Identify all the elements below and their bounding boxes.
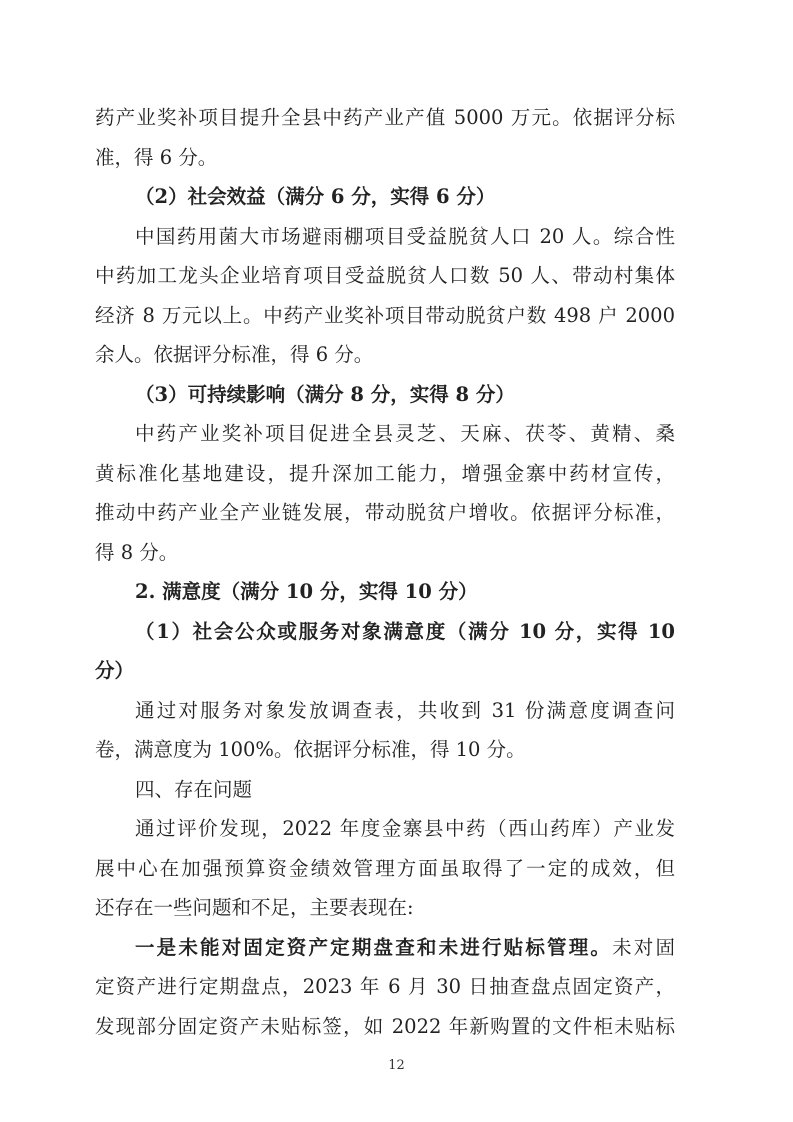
paragraph-line: 定资产进行定期盘点，2023 年 6 月 30 日抽查盘点固定资产，: [95, 975, 675, 998]
paragraph-line: 通过对服务对象发放调查表，共收到 31 份满意度调查问: [135, 698, 675, 722]
paragraph-line: 余人。依据评分标准，得 6 分。: [95, 343, 374, 366]
paragraph-line: 药产业奖补项目提升全县中药产业产值 5000 万元。依据评分标: [95, 106, 675, 129]
paragraph-line: 经济 8 万元以上。中药产业奖补项目带动脱贫户数 498 户 2000: [95, 303, 675, 327]
paragraph-line: [95, 928, 675, 968]
section-heading: （3）可持续影响（满分 8 分，实得 8 分）: [135, 382, 515, 406]
paragraph-line: 还存在一些问题和不足，主要表现在:: [95, 896, 414, 919]
paragraph-line: 卷，满意度为 100%。依据评分标准，得 10 分。: [95, 738, 526, 761]
paragraph-line: 中药加工龙头企业培育项目受益脱贫人口数 50 人、带动村集体: [95, 264, 675, 287]
bold-lead-text: 一是未能对固定资产定期盘查和未进行贴标管理。: [135, 935, 613, 959]
document-body: [95, 98, 675, 1046]
section-heading: （1）社会公众或服务对象满意度（满分 10 分，实得 10: [135, 619, 675, 643]
paragraph-line: 发现部分固定资产未贴标签，如 2022 年新购置的文件柜未贴标: [95, 1014, 675, 1038]
paragraph-text: 未对固: [612, 935, 675, 959]
paragraph-line: 准，得 6 分。: [95, 145, 218, 169]
paragraph-line: 展中心在加强预算资金绩效管理方面虽取得了一定的成效，但: [95, 856, 675, 880]
page-number: 12: [388, 1058, 405, 1073]
paragraph-line: 黄标准化基地建设，提升深加工能力，增强金寨中药材宣传，: [95, 461, 675, 485]
section-heading: 2. 满意度（满分 10 分，实得 10 分）: [135, 580, 478, 603]
section-heading: （2）社会效益（满分 6 分，实得 6 分）: [135, 185, 496, 208]
paragraph-line: 推动中药产业全产业链发展，带动脱贫户增收。依据评分标准，: [95, 501, 675, 524]
section-heading: 分）: [95, 659, 135, 682]
chapter-heading: 四、存在问题: [135, 777, 253, 801]
paragraph-line: 通过评价发现，2022 年度金寨县中药（西山药库）产业发: [135, 817, 675, 840]
paragraph-line: 中药产业奖补项目促进全县灵芝、天麻、茯苓、黄精、桑: [135, 422, 675, 445]
paragraph-line: 得 8 分。: [95, 540, 179, 564]
paragraph-line: 中国药用菌大市场避雨棚项目受益脱贫人口 20 人。综合性: [135, 224, 675, 248]
